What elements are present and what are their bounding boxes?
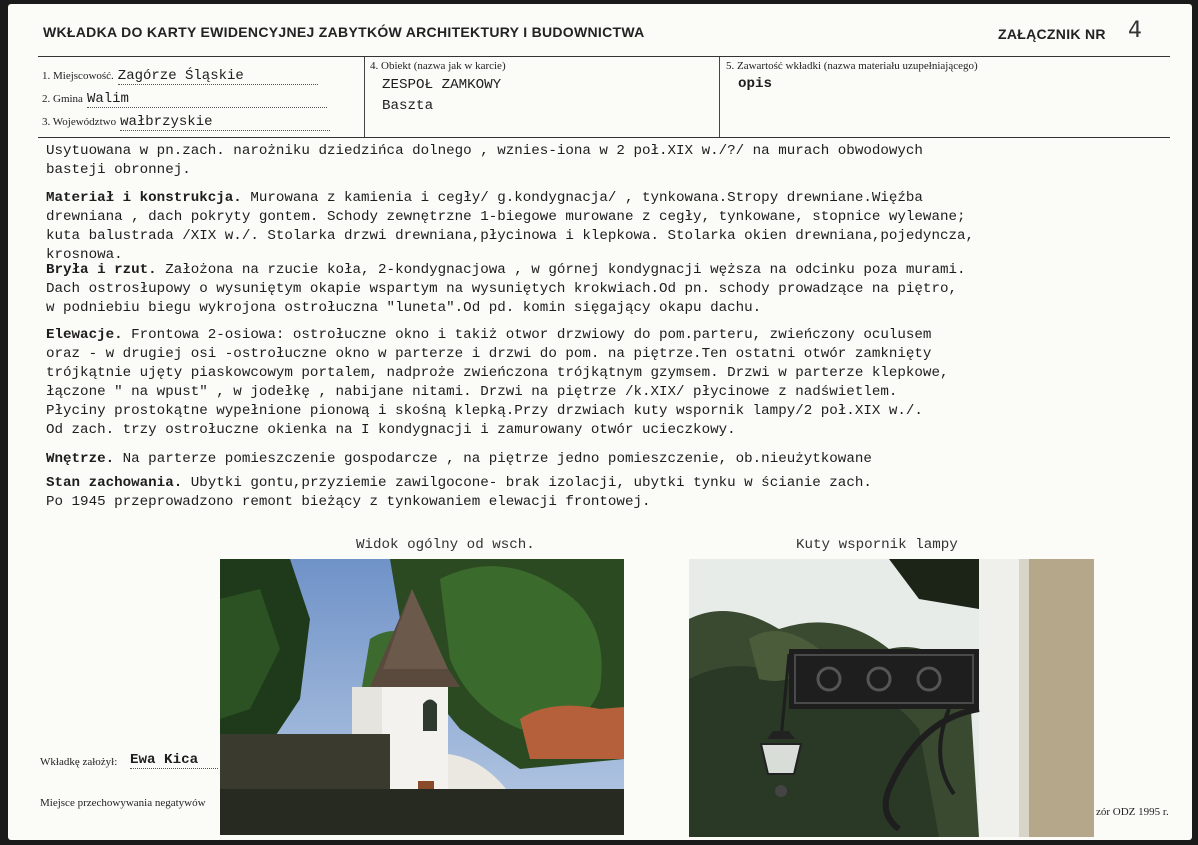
section-heading: Wnętrze. (46, 451, 115, 467)
negatives-label: Miejsce przechowywania negatywów (40, 797, 206, 809)
photo-tower (220, 559, 624, 835)
commune-label: 2. Gmina (42, 93, 83, 105)
body-line: oraz - w drugiej osi -ostrołuczne okno w parterze i drzwi do pom. na piętrze.Ten ostatni otwór zamknięty (46, 346, 932, 362)
photo-caption-2: Kuty wspornik lampy (796, 537, 958, 553)
body-line: Założona na rzucie koła, 2-kondygnacjowa , w górnej kondygnacji węższa na odcinku poza murami. (156, 262, 966, 278)
paragraph-elevations (46, 326, 1176, 440)
body-line: Murowana z kamienia i cegły/ g.kondygnacja/ , tynkowana.Stropy drewniane.Więźba (241, 190, 923, 206)
locality-label: 1. Miejscowość (42, 70, 112, 82)
body-line: kuta balustrada /XIX w./. Stolarka drzwi drewniana,płycinowa i klepkowa. Stolarka okien drewniana,pojedyncza, (46, 228, 975, 244)
body-line: krosnowa. (46, 247, 123, 263)
content-label: 5. Zawartość wkładki (nazwa materiału uzupełniającego) (726, 60, 978, 72)
body-line: trójkątnie ujęty piaskowcowym portalem, nadproże zwieńczona trójkątnym gzymsem. Drzwi w parterze klepkowe, (46, 365, 949, 381)
body-line: w podniebiu biegu wykrojona ostrołuczna "luneta".Od pd. komin sięgający okapu dachu. (46, 300, 762, 316)
body-line: Po 1945 przeprowadzono remont bieżący z tynkowaniem elewacji frontowej. (46, 494, 651, 510)
section-heading: Bryła i rzut. (46, 262, 157, 278)
founder-value: Ewa Kica (130, 752, 218, 769)
body-line: Na parterze pomieszczenie gospodarcze , na piętrze jedno pomieszczenie, ob.nieużytkowane (114, 451, 872, 467)
photo-lamp-bracket (689, 559, 1094, 837)
form-title: WKŁADKA DO KARTY EWIDENCYJNEJ ZABYTKÓW ARCHITEKTURY I BUDOWNICTWA (43, 24, 645, 40)
body-line: Frontowa 2-osiowa: ostrołuczne okno i takiż otwor drzwiowy do pom.parteru, zwieńczony oculusem (122, 327, 932, 343)
body-line: Płyciny prostokątne wypełnione pionową i skośną klepką.Przy drzwiach kuty wspornik lampy/2 poł.XIX w./. (46, 403, 923, 419)
founder-label: Wkładkę założył: (40, 756, 118, 768)
content-value: opis (738, 76, 773, 92)
field-commune (42, 89, 347, 108)
field-divider-1 (364, 57, 365, 137)
voivodeship-value: wałbrzyskie (120, 114, 330, 131)
annex-label: ZAŁĄCZNIK NR (998, 26, 1106, 42)
header-rule-bottom (38, 137, 1170, 138)
body-line: Ubytki gontu,przyziemie zawilgocone- brak izolacji, ubytki tynku w ścianie zach. (182, 475, 872, 491)
paragraph-body-plan (46, 261, 1176, 318)
paragraph-condition (46, 474, 1176, 512)
body-line: Usytuowana w pn.zach. narożniku dziedzińca dolnego , wznies-iona w 2 poł.XIX w./?/ na murach obwodowych (46, 143, 923, 159)
body-line: Dach ostrosłupowy o wysuniętym okapie wspartym na wysuniętych krokwiach.Od pn. schody prowadzące na piętro, (46, 281, 957, 297)
commune-value: Walim (87, 91, 327, 108)
object-label: 4. Obiekt (nazwa jak w karcie) (370, 60, 506, 72)
object-value-1: ZESPOŁ ZAMKOWY (382, 77, 502, 93)
annex-number: 4 (1128, 18, 1142, 43)
section-heading: Elewacje. (46, 327, 123, 343)
section-heading: Stan zachowania. (46, 475, 183, 491)
section-heading: Materiał i konstrukcja. (46, 190, 242, 206)
body-line: drewniana , dach pokryty gontem. Schody zewnętrzne 1-biegowe murowane z cegły, tynkowane, stopnice wylewane; (46, 209, 966, 225)
body-line: Od zach. trzy ostrołuczne okienka na I kondygnacji i zamurowany otwór ucieczkowy. (46, 422, 736, 438)
field-voivodeship (42, 112, 347, 131)
form-code: zór ODZ 1995 r. (1096, 806, 1169, 818)
form-sheet (8, 4, 1192, 840)
photo-caption-1: Widok ogólny od wsch. (356, 537, 535, 553)
paragraph-material (46, 189, 1176, 265)
header-rule-top (38, 56, 1170, 57)
body-line: basteji obronnej. (46, 162, 191, 178)
object-value-2: Baszta (382, 98, 434, 114)
body-line: łączone " na wpust" , w jodełkę , nabijane nitami. Drzwi na piętrze /k.XIX/ płycinowe z nadświetlem. (46, 384, 898, 400)
paragraph-interior (46, 450, 1176, 469)
voivodeship-label: 3. Województwo (42, 116, 117, 128)
field-divider-2 (719, 57, 720, 137)
locality-value: Zagórze Śląskie (118, 68, 318, 85)
field-locality: 1. Miejscowość. Zagórze Śląskie (42, 66, 347, 85)
paragraph-location (46, 142, 1176, 180)
